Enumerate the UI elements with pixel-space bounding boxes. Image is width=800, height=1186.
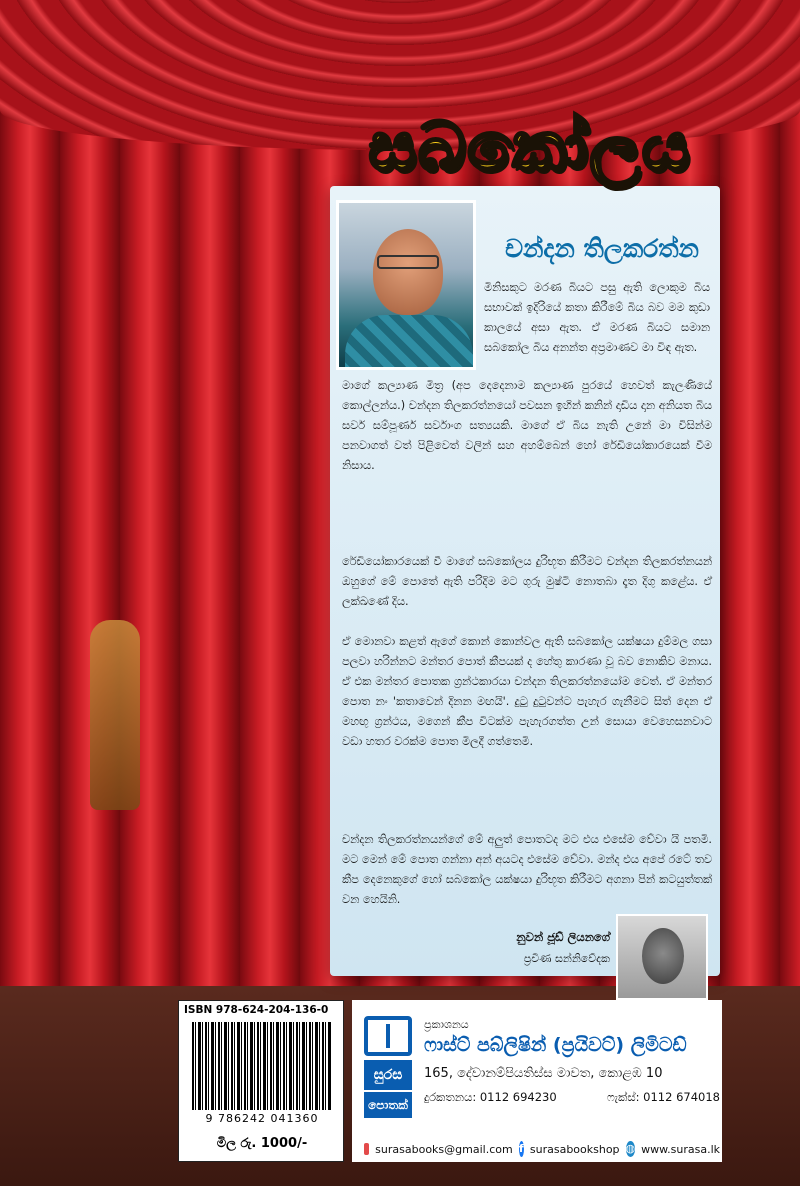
mail-icon: [364, 1143, 369, 1155]
author-name: චන්දන තිලකරත්න: [505, 234, 699, 263]
blurb-paragraph-1: මිනිසකුට මරණ බියට පසු ඇති ලොකුම බිය සභාවක් ඉදිරියේ කතා කිරීමේ බිය බව මම කුඩා කාලයේ අසා ඇත. ඒ මරණ බියට සමාන සබකෝල බිය අනන්ත අප්‍රමාණව මා විඳ ඇත.: [484, 281, 710, 354]
publisher-links: [364, 1138, 720, 1160]
publisher-logo: [364, 1016, 412, 1128]
publisher-contact: [424, 1090, 720, 1105]
author-face: [373, 229, 443, 315]
publisher-logo-bottom: පොතක්: [364, 1092, 412, 1118]
publisher-address: 165, දේවානම්පියතිස්ස මාවත, කොළඹ 10: [424, 1066, 663, 1081]
reviewer-role: ප්‍රවීණ සන්නිවේදක: [523, 952, 610, 965]
publisher-facebook[interactable]: surasabookshop: [529, 1142, 620, 1156]
publisher-logo-top: සුරස: [364, 1060, 412, 1090]
facebook-icon: f: [518, 1142, 524, 1155]
barcode: [192, 1022, 332, 1110]
publisher-fax: ෆැක්ස්: 0112 674018: [607, 1090, 720, 1104]
globe-icon: ◍: [625, 1142, 636, 1155]
author-photo: [336, 200, 476, 370]
publisher-website[interactable]: www.surasa.lk: [641, 1142, 720, 1156]
publisher-email[interactable]: surasabooks@gmail.com: [375, 1142, 513, 1156]
book-icon: [364, 1016, 412, 1056]
blurb-paragraph-5: චන්දන තිලකරත්නයන්ගේ මේ අලුත් පොතටද මට එය එසේම වේවා යි පතමි. මට මෙන් මේ පොත ගන්නා අන් අයටද එසේම වේවා. මන්ද එය අපේ රටේ තව කීප දෙනෙකුගේ හෝ සබකෝල යක්ෂයා දුරිභූත කිරීමට අගනා පින් කටයුත්තක් වන හෙයිනි.: [342, 833, 712, 906]
publisher-name: ෆාස්ට් පබ්ලිෂින් (ප්‍රයිවට්) ලිමිටඩ්: [424, 1034, 687, 1056]
publisher-label: ප්‍රකාශනය: [424, 1018, 469, 1031]
book-title: සබකෝලය: [368, 108, 692, 185]
isbn-label: ISBN 978-624-204-136-0: [184, 1004, 329, 1016]
price-label: මිල රු. 1000/-: [216, 1136, 308, 1151]
reviewer-face: [642, 928, 684, 984]
reviewer-name: නුවන් ජූඩ් ලියනගේ: [516, 930, 610, 944]
blurb-paragraph-3: රේඩියෝකාරයෙක් වී මාගේ සබකෝලය දුරිභූත කිරීමට චන්දන තිලකරත්නයන් ඔහුගේ මේ පොතේ ඇති පරිදිම මට ගුරු මුෂ්ටි නොතබා දෑත දිගු කළේය. ඒ ලක්ඛණේ දිය.: [342, 555, 712, 608]
publisher-phone: දුරකතනය: 0112 694230: [424, 1090, 557, 1104]
blurb-paragraph-4: ඒ මොනවා කළත් ඇගේ කොන් කොන්වල ඇති සබකෝල යක්ෂයා දුම්මල ගසා පලවා හරින්නට මන්තර පොත් කීපයක් ද හේතු කාරණා වූ බව නොකිව මනාය. ඒ එක මන්තර පොතක ග්‍රන්ථකාරයා චන්දන තිලකරත්නයෝම වෙත්. ඒ මන්තර පොත නං 'කතාවෙන් දිනන මඟයි'. දුටු දුටුවන්ට පැහැර ගැනීමට සිත් දෙන ඒ මහඟු ග්‍රන්ථය, මගෙන් කීප විටක්ම පැහැරගත්ත උන් සොයා වෙහෙසනවාට වඩා හතර වරක්ම පොත මිලදී ගත්තෙමි.: [342, 635, 712, 748]
reviewer-photo: [616, 914, 708, 1000]
author-glasses: [377, 255, 439, 269]
author-shirt: [345, 315, 473, 370]
blurb-paragraph-2: මාගේ කල්‍යාණ මිත්‍ර (අප දෙදෙනාම කල්‍යාණ පුරයේ හෙවත් කැලණියේ කොල්ලන්ය.) චන්දන තිලකරත්නයෝ පවසන ඉහින් කනින් දාඩිය දාන අනියත බිය සර්ව සම්පූර්ණ සර්වාංග සත්‍යයකි. මාගේ ඒ බිය නැති උනේ මා විසින්ම පනවාගත් වත් පිළිවෙත් වලින් සහ අහම්බෙන් හෝ රේඩියෝකාරයෙක් වීම නිසාය.: [342, 379, 712, 472]
curtain-tassel: [90, 620, 140, 810]
barcode-digits: 9 786242 041360: [205, 1112, 319, 1125]
